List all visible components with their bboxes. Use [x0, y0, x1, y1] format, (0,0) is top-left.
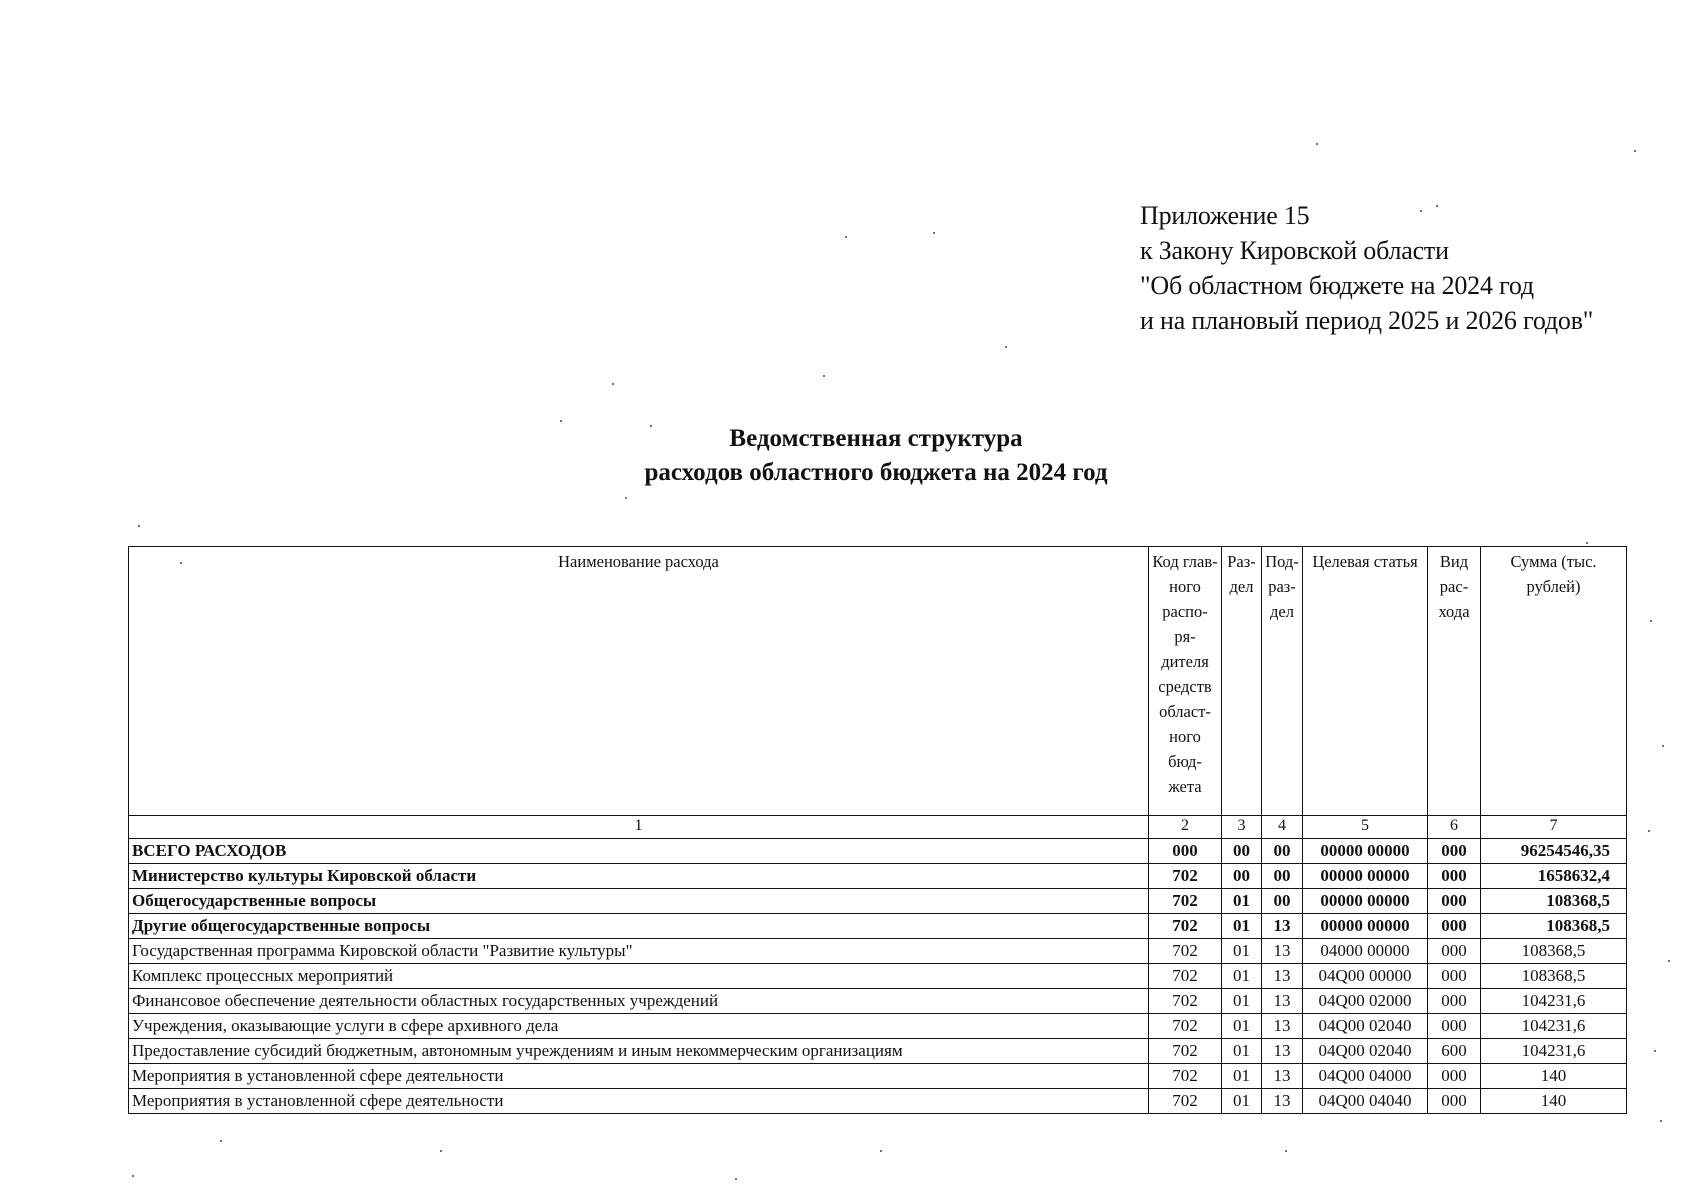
cell-sum: 104231,6 — [1481, 989, 1627, 1014]
cell-kind: 000 — [1428, 839, 1481, 864]
cell-name: Другие общегосударственные вопросы — [129, 914, 1149, 939]
cell-name: Финансовое обеспечение деятельности областных государственных учреждений — [129, 989, 1149, 1014]
header-subsection: Под-раз-дел — [1262, 547, 1303, 816]
cell-kind: 000 — [1428, 864, 1481, 889]
cell-name: Мероприятия в установленной сфере деятельности — [129, 1064, 1149, 1089]
cell-kind: 000 — [1428, 1089, 1481, 1114]
scan-speck — [625, 497, 627, 499]
scan-speck — [220, 1140, 222, 1142]
scan-speck — [1634, 150, 1636, 152]
cell-kind: 000 — [1428, 989, 1481, 1014]
appendix-line-1: Приложение 15 — [1140, 201, 1310, 230]
cell-code: 702 — [1149, 939, 1222, 964]
cell-code: 702 — [1149, 964, 1222, 989]
cell-kind: 000 — [1428, 914, 1481, 939]
cell-subsection: 13 — [1262, 914, 1303, 939]
cell-code: 702 — [1149, 1089, 1222, 1114]
cell-name: Общегосударственные вопросы — [129, 889, 1149, 914]
scan-speck — [132, 1175, 134, 1177]
appendix-reference — [1140, 198, 1593, 338]
cell-target: 04Q00 02040 — [1303, 1014, 1428, 1039]
scan-speck — [138, 525, 140, 527]
cell-name: Государственная программа Кировской области "Развитие культуры" — [129, 939, 1149, 964]
cell-target: 04Q00 02040 — [1303, 1039, 1428, 1064]
cell-subsection: 00 — [1262, 839, 1303, 864]
cell-target: 04000 00000 — [1303, 939, 1428, 964]
appendix-line-4: и на плановый период 2025 и 2026 годов" — [1140, 306, 1594, 335]
table-row — [129, 1039, 1627, 1064]
scan-speck — [1662, 745, 1664, 747]
document-title-line-2: расходов областного бюджета на 2024 год — [644, 459, 1108, 486]
scan-speck — [933, 232, 935, 234]
column-number: 5 — [1303, 816, 1428, 839]
cell-subsection: 00 — [1262, 889, 1303, 914]
cell-section: 01 — [1222, 1089, 1262, 1114]
scan-speck — [180, 562, 182, 564]
cell-sum: 140 — [1481, 1089, 1627, 1114]
cell-target: 00000 00000 — [1303, 839, 1428, 864]
scan-speck — [823, 375, 825, 377]
cell-code: 702 — [1149, 889, 1222, 914]
header-target: Целевая статья — [1303, 547, 1428, 816]
table-row — [129, 939, 1627, 964]
header-kind: Вид рас-хода — [1428, 547, 1481, 816]
cell-kind: 600 — [1428, 1039, 1481, 1064]
scan-speck — [440, 1150, 442, 1152]
appendix-line-3: "Об областном бюджете на 2024 год — [1140, 271, 1534, 300]
cell-section: 01 — [1222, 1064, 1262, 1089]
header-name: Наименование расхода — [129, 547, 1149, 816]
cell-target: 00000 00000 — [1303, 864, 1428, 889]
cell-sum: 104231,6 — [1481, 1039, 1627, 1064]
scan-speck — [880, 1150, 882, 1152]
cell-sum: 140 — [1481, 1064, 1627, 1089]
table-row — [129, 839, 1627, 864]
cell-sum: 1658632,4 — [1481, 864, 1627, 889]
cell-target: 04Q00 02000 — [1303, 989, 1428, 1014]
column-number: 2 — [1149, 816, 1222, 839]
cell-subsection: 13 — [1262, 1039, 1303, 1064]
cell-sum: 108368,5 — [1481, 964, 1627, 989]
table-row — [129, 914, 1627, 939]
cell-section: 01 — [1222, 989, 1262, 1014]
cell-section: 01 — [1222, 889, 1262, 914]
table-row — [129, 889, 1627, 914]
cell-kind: 000 — [1428, 939, 1481, 964]
table-row — [129, 989, 1627, 1014]
table-header-row — [129, 547, 1627, 816]
cell-section: 01 — [1222, 939, 1262, 964]
document-title — [0, 422, 1692, 490]
table-row — [129, 1014, 1627, 1039]
scan-speck — [1316, 143, 1318, 145]
cell-name: Министерство культуры Кировской области — [129, 864, 1149, 889]
table-row — [129, 1089, 1627, 1114]
cell-code: 702 — [1149, 864, 1222, 889]
cell-section: 00 — [1222, 839, 1262, 864]
cell-section: 01 — [1222, 1039, 1262, 1064]
expenditure-table — [128, 546, 1627, 1114]
scan-speck — [1650, 620, 1652, 622]
cell-name: ВСЕГО РАСХОДОВ — [129, 839, 1149, 864]
cell-kind: 000 — [1428, 964, 1481, 989]
cell-code: 702 — [1149, 1014, 1222, 1039]
cell-target: 04Q00 00000 — [1303, 964, 1428, 989]
cell-section: 00 — [1222, 864, 1262, 889]
scan-speck — [612, 383, 614, 385]
cell-code: 702 — [1149, 914, 1222, 939]
scan-speck — [1668, 960, 1670, 962]
scan-speck — [845, 236, 847, 238]
column-number: 6 — [1428, 816, 1481, 839]
table-row — [129, 964, 1627, 989]
cell-section: 01 — [1222, 964, 1262, 989]
column-number: 1 — [129, 816, 1149, 839]
cell-kind: 000 — [1428, 889, 1481, 914]
scan-speck — [1586, 542, 1588, 544]
cell-target: 00000 00000 — [1303, 914, 1428, 939]
cell-code: 702 — [1149, 1064, 1222, 1089]
cell-subsection: 13 — [1262, 1089, 1303, 1114]
document-title-line-1: Ведомственная структура — [729, 425, 1023, 452]
scan-speck — [1654, 1050, 1656, 1052]
cell-kind: 000 — [1428, 1064, 1481, 1089]
cell-sum: 108368,5 — [1481, 939, 1627, 964]
table-row — [129, 864, 1627, 889]
scan-speck — [1436, 205, 1438, 207]
cell-section: 01 — [1222, 914, 1262, 939]
cell-subsection: 13 — [1262, 989, 1303, 1014]
cell-subsection: 13 — [1262, 1014, 1303, 1039]
column-number: 7 — [1481, 816, 1627, 839]
scan-speck — [1648, 830, 1650, 832]
cell-section: 01 — [1222, 1014, 1262, 1039]
column-number: 3 — [1222, 816, 1262, 839]
scan-speck — [650, 425, 652, 427]
scan-speck — [1420, 210, 1422, 212]
column-number: 4 — [1262, 816, 1303, 839]
appendix-line-2: к Закону Кировской области — [1140, 236, 1449, 265]
column-number-row — [129, 816, 1627, 839]
cell-code: 702 — [1149, 1039, 1222, 1064]
scan-speck — [560, 420, 562, 422]
cell-subsection: 00 — [1262, 864, 1303, 889]
cell-kind: 000 — [1428, 1014, 1481, 1039]
header-sum: Сумма (тыс. рублей) — [1481, 547, 1627, 816]
cell-name: Предоставление субсидий бюджетным, автономным учреждениям и иным некоммерческим организациям — [129, 1039, 1149, 1064]
scan-speck — [1660, 1120, 1662, 1122]
cell-name: Учреждения, оказывающие услуги в сфере архивного дела — [129, 1014, 1149, 1039]
cell-target: 00000 00000 — [1303, 889, 1428, 914]
cell-name: Мероприятия в установленной сфере деятельности — [129, 1089, 1149, 1114]
cell-name: Комплекс процессных мероприятий — [129, 964, 1149, 989]
cell-subsection: 13 — [1262, 964, 1303, 989]
cell-sum: 108368,5 — [1481, 889, 1627, 914]
cell-code: 000 — [1149, 839, 1222, 864]
cell-subsection: 13 — [1262, 1064, 1303, 1089]
cell-sum: 104231,6 — [1481, 1014, 1627, 1039]
cell-target: 04Q00 04040 — [1303, 1089, 1428, 1114]
cell-target: 04Q00 04000 — [1303, 1064, 1428, 1089]
cell-sum: 96254546,35 — [1481, 839, 1627, 864]
cell-code: 702 — [1149, 989, 1222, 1014]
header-section: Раз-дел — [1222, 547, 1262, 816]
cell-sum: 108368,5 — [1481, 914, 1627, 939]
table-row — [129, 1064, 1627, 1089]
scan-speck — [1005, 346, 1007, 348]
header-code: Код глав-ного распо-ря-дителя средств област-ного бюд-жета — [1149, 547, 1222, 816]
cell-subsection: 13 — [1262, 939, 1303, 964]
scan-speck — [735, 1178, 737, 1180]
scan-speck — [1285, 1150, 1287, 1152]
